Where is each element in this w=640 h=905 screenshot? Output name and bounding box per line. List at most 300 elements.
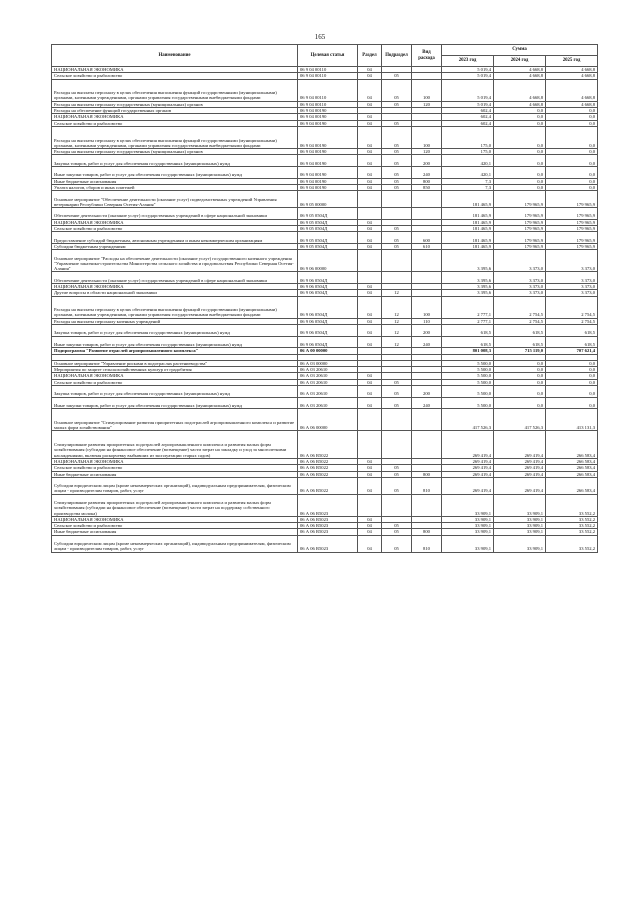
row-sum-2024: 179 965,9 xyxy=(494,226,546,232)
row-sum-2023: 602,4 xyxy=(442,108,494,114)
row-sum-2025: 0,0 xyxy=(546,386,598,398)
row-sum-2024: 0,0 xyxy=(494,397,546,409)
row-expense-type xyxy=(412,272,442,284)
row-sum-2024: 0,0 xyxy=(494,108,546,114)
row-code: 06 9 06 0504Д xyxy=(298,336,358,348)
row-sum-2025: 3 373,0 xyxy=(546,250,598,272)
row-sum-2024: 618,5 xyxy=(494,325,546,337)
row-sum-2024: 4 668,8 xyxy=(494,67,546,73)
row-subsection: 05 xyxy=(382,149,412,155)
row-code: 06 А 03 20610 xyxy=(298,373,358,379)
row-section: 04 xyxy=(358,283,382,289)
row-section: 04 xyxy=(358,149,382,155)
row-subsection: 05 xyxy=(382,232,412,244)
row-subsection: 05 xyxy=(382,379,412,385)
row-code: 06 А 03 20610 xyxy=(298,367,358,373)
row-code: 06 9 04 00110 xyxy=(298,73,358,79)
table-header xyxy=(52,45,598,67)
row-sum-2024: 269 419,4 xyxy=(494,431,546,459)
row-code: 06 А 06 R5023 xyxy=(298,516,358,522)
row-name: НАЦИОНАЛЬНАЯ ЭКОНОМИКА xyxy=(52,114,298,120)
row-sum-2024: 0,0 xyxy=(494,149,546,155)
row-sum-2023: 181 465,9 xyxy=(442,191,494,208)
row-sum-2023: 269 419,4 xyxy=(442,458,494,464)
row-name: Расходы на выплаты персоналу государственных (муниципальных) органов xyxy=(52,101,298,107)
row-section: 04 xyxy=(358,535,382,552)
row-sum-2024: 3 373,0 xyxy=(494,283,546,289)
row-name: НАЦИОНАЛЬНАЯ ЭКОНОМИКА xyxy=(52,67,298,73)
row-code: 06 9 04 00190 xyxy=(298,114,358,120)
row-subsection: 12 xyxy=(382,325,412,337)
table-row xyxy=(52,126,598,148)
row-code: 06 9 06 0504Д xyxy=(298,272,358,284)
row-sum-2025: 266 583,4 xyxy=(546,465,598,471)
row-sum-2023: 175,0 xyxy=(442,149,494,155)
row-expense-type: 120 xyxy=(412,101,442,107)
row-code: 06 А 06 R5022 xyxy=(298,458,358,464)
row-subsection: 12 xyxy=(382,336,412,348)
row-code: 06 А 06 R5023 xyxy=(298,535,358,552)
row-expense-type: 240 xyxy=(412,336,442,348)
row-code: 06 9 04 00190 xyxy=(298,155,358,167)
row-sum-2023: 3 395,6 xyxy=(442,250,494,272)
row-sum-2023: 3 395,6 xyxy=(442,290,494,296)
row-code: 06 9 04 00190 xyxy=(298,167,358,179)
row-name: Обеспечение деятельности (оказание услуг) государственных учреждений в сфере национальной экономики xyxy=(52,272,298,284)
row-code: 06 9 06 00000 xyxy=(298,250,358,272)
row-sum-2025: 33 552,2 xyxy=(546,523,598,529)
table-row xyxy=(52,535,598,552)
row-name: Субсидии юридическим лицам (кроме некоммерческих организаций), индивидуальным предпринимателям, физическим лицам - производителям товаров, работ, услуг xyxy=(52,535,298,552)
row-sum-2023: 175,0 xyxy=(442,126,494,148)
row-sum-2023: 801 008,3 xyxy=(442,348,494,354)
row-sum-2023: 5 500,0 xyxy=(442,379,494,385)
row-sum-2024: 4 668,8 xyxy=(494,101,546,107)
row-name: Сельское хозяйство и рыболовство xyxy=(52,465,298,471)
row-sum-2025: 0,0 xyxy=(546,184,598,190)
row-section: 04 xyxy=(358,67,382,73)
row-sum-2024: 269 419,4 xyxy=(494,465,546,471)
row-expense-type: 610 xyxy=(412,243,442,249)
row-sum-2025: 2 754,5 xyxy=(546,296,598,318)
row-sum-2025: 0,0 xyxy=(546,367,598,373)
table-row xyxy=(52,296,598,318)
row-sum-2025: 0,0 xyxy=(546,149,598,155)
header-sum: Сумма xyxy=(442,45,598,56)
row-sum-2025: 179 965,9 xyxy=(546,191,598,208)
row-section: 04 xyxy=(358,73,382,79)
row-subsection: 05 xyxy=(382,126,412,148)
row-name: Иные закупки товаров, работ и услуг для обеспечения государственных (муниципальных) нужд xyxy=(52,336,298,348)
table-row xyxy=(52,386,598,398)
row-subsection xyxy=(382,208,412,220)
row-sum-2025: 0,0 xyxy=(546,360,598,366)
row-expense-type: 240 xyxy=(412,397,442,409)
row-sum-2025: 618,5 xyxy=(546,325,598,337)
table-row xyxy=(52,191,598,208)
row-sum-2024: 0,0 xyxy=(494,114,546,120)
header-year-2025: 2025 год xyxy=(546,56,598,67)
row-expense-type: 110 xyxy=(412,318,442,324)
row-sum-2024: 715 119,0 xyxy=(494,348,546,354)
row-section: 04 xyxy=(358,178,382,184)
table-row xyxy=(52,494,598,516)
row-expense-type xyxy=(412,250,442,272)
row-sum-2023: 7,3 xyxy=(442,184,494,190)
row-subsection: 05 xyxy=(382,465,412,471)
row-sum-2025: 266 583,4 xyxy=(546,471,598,477)
row-code: 06 9 05 0504Д xyxy=(298,226,358,232)
row-sum-2023: 2 777,1 xyxy=(442,296,494,318)
row-section: 04 xyxy=(358,219,382,225)
row-code: 06 9 05 0504Д xyxy=(298,219,358,225)
row-subsection: 05 xyxy=(382,226,412,232)
row-name: Мероприятия по защите сельскохозяйственных культур от градобития xyxy=(52,367,298,373)
row-sum-2025: 0,0 xyxy=(546,114,598,120)
row-code: 06 9 04 00190 xyxy=(298,178,358,184)
row-sum-2025: 0,0 xyxy=(546,379,598,385)
row-sum-2025: 179 965,9 xyxy=(546,243,598,249)
row-sum-2024: 0,0 xyxy=(494,386,546,398)
row-section: 04 xyxy=(358,516,382,522)
row-sum-2025: 4 668,8 xyxy=(546,73,598,79)
row-sum-2025: 33 552,2 xyxy=(546,535,598,552)
row-name: НАЦИОНАЛЬНАЯ ЭКОНОМИКА xyxy=(52,373,298,379)
row-sum-2025: 33 552,2 xyxy=(546,529,598,535)
row-section: 04 xyxy=(358,477,382,494)
row-section: 04 xyxy=(358,379,382,385)
row-subsection: 05 xyxy=(382,167,412,179)
row-name: Расходы на выплаты персоналу в целях обеспечения выполнения функций государственными (муниципальными) органами, казенными учреждениями, органами управления государственными внебюджетными фондами xyxy=(52,79,298,101)
row-sum-2023: 3 395,6 xyxy=(442,272,494,284)
row-name: Основное мероприятие "Управление рисками в подотраслях растениеводства" xyxy=(52,360,298,366)
row-name: Основное мероприятие "Обеспечение деятельности (оказание услуг) подведомственных учреждений Управления ветеринарии Республики Северная Осетия-Алания" xyxy=(52,191,298,208)
row-sum-2023: 420,1 xyxy=(442,155,494,167)
row-name: Предоставление субсидий бюджетным, автономным учреждениям и иным некоммерческим организациям xyxy=(52,232,298,244)
row-section: 04 xyxy=(358,120,382,126)
row-sum-2025: 618,5 xyxy=(546,336,598,348)
table-row xyxy=(52,250,598,272)
row-section: 04 xyxy=(358,458,382,464)
row-name: Обеспечение деятельности (оказание услуг) государственных учреждений в сфере национальной экономики xyxy=(52,208,298,220)
row-sum-2024: 179 965,9 xyxy=(494,208,546,220)
row-code: 06 9 04 00190 xyxy=(298,149,358,155)
row-section: 04 xyxy=(358,523,382,529)
row-sum-2025: 0,0 xyxy=(546,167,598,179)
row-sum-2023: 618,5 xyxy=(442,336,494,348)
row-code: 06 А 06 R5022 xyxy=(298,431,358,459)
row-name: Сельское хозяйство и рыболовство xyxy=(52,379,298,385)
row-code: 06 9 04 00110 xyxy=(298,67,358,73)
row-sum-2023: 5 500,0 xyxy=(442,386,494,398)
row-sum-2023: 181 465,9 xyxy=(442,243,494,249)
row-sum-2025: 3 373,0 xyxy=(546,283,598,289)
row-sum-2023: 269 419,4 xyxy=(442,471,494,477)
header-code: Целевая статья xyxy=(298,45,358,67)
row-expense-type: 810 xyxy=(412,477,442,494)
row-sum-2024: 33 909,1 xyxy=(494,523,546,529)
row-sum-2023: 181 465,9 xyxy=(442,226,494,232)
row-sum-2024: 2 754,5 xyxy=(494,318,546,324)
row-code: 06 9 04 00110 xyxy=(298,79,358,101)
row-name: НАЦИОНАЛЬНАЯ ЭКОНОМИКА xyxy=(52,458,298,464)
row-subsection xyxy=(382,409,412,431)
row-sum-2025: 33 552,2 xyxy=(546,516,598,522)
row-name: Расходы на обеспечение функций государственных органов xyxy=(52,108,298,114)
row-code: 06 А 06 R5023 xyxy=(298,523,358,529)
row-code: 06 9 05 00000 xyxy=(298,191,358,208)
row-code: 06 9 06 0504Д xyxy=(298,290,358,296)
row-section: 04 xyxy=(358,155,382,167)
row-sum-2023: 5 500,0 xyxy=(442,397,494,409)
row-sum-2024: 179 965,9 xyxy=(494,232,546,244)
row-sum-2024: 3 373,0 xyxy=(494,272,546,284)
row-subsection: 12 xyxy=(382,290,412,296)
row-sum-2023: 3 395,6 xyxy=(442,283,494,289)
row-section xyxy=(358,191,382,208)
row-sum-2023: 420,1 xyxy=(442,167,494,179)
row-sum-2023: 33 909,1 xyxy=(442,535,494,552)
row-sum-2024: 33 909,1 xyxy=(494,535,546,552)
row-name: Иные закупки товаров, работ и услуг для обеспечения государственных (муниципальных) нужд xyxy=(52,167,298,179)
row-sum-2025: 179 965,9 xyxy=(546,232,598,244)
row-sum-2024: 618,5 xyxy=(494,336,546,348)
header-year-2024: 2024 год xyxy=(494,56,546,67)
table-row xyxy=(52,325,598,337)
row-subsection xyxy=(382,272,412,284)
row-name: Сельское хозяйство и рыболовство xyxy=(52,73,298,79)
row-sum-2025: 0,0 xyxy=(546,373,598,379)
row-section: 04 xyxy=(358,101,382,107)
row-section: 04 xyxy=(358,318,382,324)
table-row xyxy=(52,431,598,459)
row-name: Сельское хозяйство и рыболовство xyxy=(52,226,298,232)
table-row xyxy=(52,208,598,220)
row-name: Иные бюджетные ассигнования xyxy=(52,471,298,477)
row-section: 04 xyxy=(358,471,382,477)
row-code: 06 А 03 20610 xyxy=(298,397,358,409)
row-sum-2023: 33 909,1 xyxy=(442,516,494,522)
row-sum-2025: 2 754,5 xyxy=(546,318,598,324)
row-sum-2025: 0,0 xyxy=(546,155,598,167)
row-subsection xyxy=(382,250,412,272)
row-expense-type: 800 xyxy=(412,529,442,535)
row-sum-2025: 4 668,8 xyxy=(546,79,598,101)
row-sum-2024: 269 419,4 xyxy=(494,477,546,494)
row-name: Закупка товаров, работ и услуг для обеспечения государственных (муниципальных) нужд xyxy=(52,155,298,167)
row-name: Основное мероприятие "Расходы на обеспечение деятельности (оказание услуг) государственного казенного учреждения "Управление заказчика-строительства Министерства сельского хозяйства и продовольствия Республики Северная Осетия-Алания" xyxy=(52,250,298,272)
row-sum-2024: 3 373,0 xyxy=(494,290,546,296)
table-row xyxy=(52,155,598,167)
row-sum-2025: 3 373,0 xyxy=(546,290,598,296)
row-code: 06 А 00 00000 xyxy=(298,348,358,354)
row-section: 04 xyxy=(358,290,382,296)
row-code: 06 9 06 0504Д xyxy=(298,325,358,337)
row-subsection: 05 xyxy=(382,243,412,249)
header-name: Наименование xyxy=(52,45,298,67)
row-section: 04 xyxy=(358,126,382,148)
row-code: 06 А 06 R5023 xyxy=(298,529,358,535)
row-sum-2023: 7,3 xyxy=(442,178,494,184)
row-name: Субсидии юридическим лицам (кроме некоммерческих организаций), индивидуальным предпринимателям, физическим лицам - производителям товаров, работ, услуг xyxy=(52,477,298,494)
row-subsection: 12 xyxy=(382,318,412,324)
row-subsection: 05 xyxy=(382,523,412,529)
row-sum-2023: 618,5 xyxy=(442,325,494,337)
row-sum-2025: 0,0 xyxy=(546,120,598,126)
row-section: 04 xyxy=(358,397,382,409)
row-sum-2025: 179 965,9 xyxy=(546,226,598,232)
row-section: 04 xyxy=(358,465,382,471)
row-section: 04 xyxy=(358,296,382,318)
row-sum-2024: 179 965,9 xyxy=(494,191,546,208)
row-subsection: 05 xyxy=(382,529,412,535)
row-sum-2024: 0,0 xyxy=(494,373,546,379)
row-sum-2024: 4 668,8 xyxy=(494,73,546,79)
row-sum-2023: 5 500,0 xyxy=(442,367,494,373)
row-section: 04 xyxy=(358,232,382,244)
page-number: 165 xyxy=(314,33,326,41)
row-subsection: 05 xyxy=(382,101,412,107)
row-section: 04 xyxy=(358,386,382,398)
row-expense-type: 120 xyxy=(412,149,442,155)
row-name: Иные бюджетные ассигнования xyxy=(52,529,298,535)
row-code: 06 9 04 00190 xyxy=(298,126,358,148)
row-code: 06 9 04 00190 xyxy=(298,120,358,126)
row-sum-2023: 33 909,1 xyxy=(442,523,494,529)
row-name: Сельское хозяйство и рыболовство xyxy=(52,120,298,126)
row-name: Расходы на выплаты персоналу государственных (муниципальных) органов xyxy=(52,149,298,155)
row-sum-2023: 417 526,3 xyxy=(442,409,494,431)
row-section: 04 xyxy=(358,529,382,535)
row-sum-2025: 179 965,9 xyxy=(546,219,598,225)
row-sum-2025: 0,0 xyxy=(546,126,598,148)
table-body xyxy=(52,67,598,553)
row-name: Расходы на выплаты персоналу в целях обеспечения выполнения функций государственными (муниципальными) органами, казенными учреждениями, органами управления государственными внебюджетными фондами xyxy=(52,296,298,318)
row-sum-2023: 181 465,9 xyxy=(442,232,494,244)
row-sum-2024: 0,0 xyxy=(494,367,546,373)
row-code: 06 9 04 00190 xyxy=(298,184,358,190)
row-code: 06 9 04 00110 xyxy=(298,101,358,107)
row-sum-2025: 266 583,4 xyxy=(546,477,598,494)
row-expense-type: 200 xyxy=(412,155,442,167)
row-code: 06 А 06 R5022 xyxy=(298,477,358,494)
table-row xyxy=(52,397,598,409)
row-sum-2023: 2 777,1 xyxy=(442,318,494,324)
budget-table xyxy=(51,44,598,553)
row-code: 06 А 03 20610 xyxy=(298,379,358,385)
row-code: 06 9 06 0504Д xyxy=(298,283,358,289)
row-expense-type: 200 xyxy=(412,386,442,398)
row-expense-type xyxy=(412,431,442,459)
row-expense-type: 100 xyxy=(412,126,442,148)
table-row xyxy=(52,167,598,179)
row-name: Основное мероприятие "Стимулирование развития приоритетных подотраслей агропромышленного комплекса и развитие малых форм хозяйствования" xyxy=(52,409,298,431)
row-subsection: 05 xyxy=(382,477,412,494)
row-sum-2025: 179 965,9 xyxy=(546,208,598,220)
row-name: Закупка товаров, работ и услуг для обеспечения государственных (муниципальных) нужд xyxy=(52,386,298,398)
row-sum-2025: 0,0 xyxy=(546,397,598,409)
row-subsection: 05 xyxy=(382,79,412,101)
row-sum-2023: 269 419,4 xyxy=(442,477,494,494)
row-code: 06 9 05 0504Д xyxy=(298,243,358,249)
row-section: 04 xyxy=(358,243,382,249)
row-sum-2024: 417 526,3 xyxy=(494,409,546,431)
row-section: 04 xyxy=(358,226,382,232)
row-sum-2025: 413 131,3 xyxy=(546,409,598,431)
row-name: Стимулирование развития приоритетных подотраслей агропромышленного комплекса и развития малых форм хозяйствования (субсидии на финансовое обеспечение (возмещение) части затрат на закладку и уход за многолетними насаждениями, включая раскорчевку выбывших из эксплуатации старых садов) xyxy=(52,431,298,459)
row-section: 04 xyxy=(358,114,382,120)
row-subsection: 05 xyxy=(382,397,412,409)
row-expense-type: 810 xyxy=(412,535,442,552)
row-code: 06 А 06 R5023 xyxy=(298,494,358,516)
row-sum-2025: 707 621,4 xyxy=(546,348,598,354)
row-subsection: 05 xyxy=(382,184,412,190)
row-sum-2024: 0,0 xyxy=(494,184,546,190)
row-sum-2025: 4 668,8 xyxy=(546,101,598,107)
row-name: Другие вопросы в области национальной экономики xyxy=(52,290,298,296)
row-sum-2024: 33 909,1 xyxy=(494,529,546,535)
row-subsection: 05 xyxy=(382,178,412,184)
row-code: 06 А 06 R5022 xyxy=(298,465,358,471)
row-section: 04 xyxy=(358,79,382,101)
row-name: Расходы на выплаты персоналу казенных учреждений xyxy=(52,318,298,324)
row-sum-2025: 266 583,4 xyxy=(546,458,598,464)
row-expense-type: 850 xyxy=(412,184,442,190)
header-subsection: Подраздел xyxy=(382,45,412,67)
row-section: 04 xyxy=(358,336,382,348)
row-expense-type: 240 xyxy=(412,167,442,179)
row-name: Иные бюджетные ассигнования xyxy=(52,178,298,184)
row-subsection xyxy=(382,191,412,208)
row-subsection: 05 xyxy=(382,120,412,126)
row-code: 06 9 06 0504Д xyxy=(298,296,358,318)
row-sum-2024: 269 419,4 xyxy=(494,471,546,477)
row-sum-2025: 3 373,0 xyxy=(546,272,598,284)
row-sum-2024: 0,0 xyxy=(494,167,546,179)
table-row xyxy=(52,477,598,494)
row-name: Сельское хозяйство и рыболовство xyxy=(52,523,298,529)
row-code: 06 А 06 R5022 xyxy=(298,471,358,477)
row-subsection: 12 xyxy=(382,296,412,318)
row-name: Расходы на выплаты персоналу в целях обеспечения выполнения функций государственными (муниципальными) органами, казенными учреждениями, органами управления государственными внебюджетными фондами xyxy=(52,126,298,148)
row-code: 06 А 06 00000 xyxy=(298,409,358,431)
row-sum-2024: 0,0 xyxy=(494,126,546,148)
row-sum-2023: 5 500,0 xyxy=(442,373,494,379)
row-section: 04 xyxy=(358,167,382,179)
row-sum-2023: 5 019,4 xyxy=(442,101,494,107)
row-name: Подпрограмма "Развитие отраслей агропромышленного комплекса" xyxy=(52,348,298,354)
row-sum-2024: 0,0 xyxy=(494,155,546,167)
row-expense-type: 600 xyxy=(412,232,442,244)
table-row xyxy=(52,232,598,244)
row-name: Стимулирование развития приоритетных подотраслей агропромышленного комплекса и развития малых форм хозяйствования (субсидии на финансовое обеспечение (возмещение) части затрат на поддержку собственного производства молока) xyxy=(52,494,298,516)
row-code: 06 А 03 20610 xyxy=(298,386,358,398)
row-sum-2023: 181 465,9 xyxy=(442,219,494,225)
row-sum-2023: 181 465,9 xyxy=(442,208,494,220)
row-code: 06 9 05 0504Д xyxy=(298,232,358,244)
table-row xyxy=(52,409,598,431)
row-sum-2025: 4 668,8 xyxy=(546,67,598,73)
row-sum-2024: 0,0 xyxy=(494,178,546,184)
row-subsection: 05 xyxy=(382,73,412,79)
row-sum-2023: 5 500,0 xyxy=(442,360,494,366)
row-subsection xyxy=(382,431,412,459)
header-section: Раздел xyxy=(358,45,382,67)
row-subsection: 05 xyxy=(382,471,412,477)
row-sum-2023: 269 419,4 xyxy=(442,431,494,459)
row-expense-type xyxy=(412,494,442,516)
row-sum-2025: 0,0 xyxy=(546,178,598,184)
